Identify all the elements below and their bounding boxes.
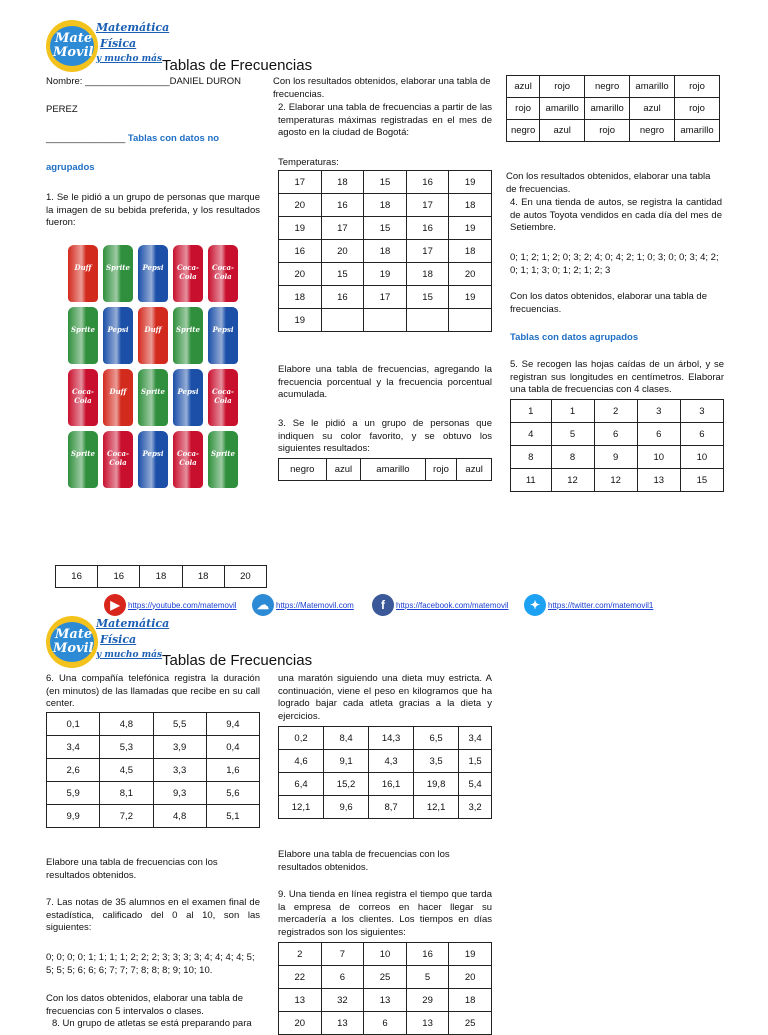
table-cell: rojo	[675, 98, 720, 120]
table-cell: 29	[406, 989, 449, 1012]
colors-table	[506, 75, 720, 142]
page-title: Tablas de Frecuencias	[162, 57, 313, 74]
table-cell: 13	[406, 1012, 449, 1035]
table-cell: 16,1	[369, 773, 414, 796]
delivery-times-table	[278, 942, 492, 1035]
table-cell: 12,1	[279, 796, 324, 819]
table-cell: 5,4	[459, 773, 492, 796]
question-7: 7. Las notas de 35 alumnos en el examen final de estadística, calificado del 0 al 10, son las siguientes:	[46, 897, 260, 933]
soda-can-icon	[208, 245, 238, 302]
table-cell: 3	[680, 400, 723, 423]
table-cell: 19,8	[414, 773, 459, 796]
table-cell	[321, 309, 364, 332]
table-cell: 5,9	[47, 782, 100, 805]
table-cell: 18	[279, 286, 322, 309]
table-cell: 20	[321, 240, 364, 263]
table-cell: 0,1	[47, 713, 100, 736]
can-brand-label: Pepsi	[212, 325, 234, 334]
table-cell: 16	[406, 943, 449, 966]
temperatures-table	[278, 170, 492, 332]
table-cell: 9,1	[324, 750, 369, 773]
question-8: una maratón siguiendo una dieta muy estricta. A continuación, viene el peso en kilogramos que ha logrado bajar cada atleta gracias a la dieta y ejercicios.	[278, 673, 492, 722]
call-durations-table	[46, 712, 260, 828]
table-cell: 6,5	[414, 727, 459, 750]
table-row	[507, 120, 720, 142]
table-cell: 20	[279, 263, 322, 286]
question-4-note: Con los datos obtenidos, elaborar una tabla de frecuencias.	[510, 291, 707, 315]
table-cell: 6	[321, 966, 364, 989]
table-row	[279, 240, 492, 263]
table-cell: 1	[511, 400, 552, 423]
table-cell: 8,1	[100, 782, 153, 805]
table-cell: 20	[449, 966, 492, 989]
table-cell: 4	[511, 423, 552, 446]
can-brand-label: Sprite	[141, 387, 165, 396]
table-cell: 5,5	[153, 713, 206, 736]
leaf-lengths-table	[510, 399, 724, 492]
question-9: 9. Una tienda en línea registra el tiempo que tarda la empresa de correos en hacer llegar su mercadería a los clientes. Los tiempos en días registrados son los siguientes:	[278, 889, 492, 938]
twitter-icon[interactable]: ✦	[524, 594, 546, 616]
table-row	[511, 469, 724, 492]
col3-intro: Con los resultados obtenidos, elaborar una tabla de frecuencias.	[506, 171, 711, 195]
table-cell: 0,4	[206, 736, 259, 759]
table-cell: 3,4	[459, 727, 492, 750]
table-cell: 19	[449, 217, 492, 240]
table-row	[279, 263, 492, 286]
table-cell: 16	[321, 194, 364, 217]
table-row	[47, 759, 260, 782]
question-3: 3. Se le pidió a un grupo de personas que indiquen su color favorito, y se obtuvo los siguientes resultados:	[278, 418, 492, 454]
table-cell: rojo	[507, 98, 540, 120]
table-cell: amarillo	[585, 98, 630, 120]
table-cell: 22	[279, 966, 322, 989]
table-cell: 8,7	[369, 796, 414, 819]
facebook-icon[interactable]: f	[372, 594, 394, 616]
social-link-cloud[interactable]	[252, 594, 354, 616]
can-brand-label: Sprite	[71, 449, 95, 458]
table-cell: azul	[457, 459, 492, 481]
table-row	[279, 459, 492, 481]
soda-can-icon	[68, 369, 98, 426]
table-row	[279, 286, 492, 309]
table-cell: negro	[507, 120, 540, 142]
table-cell: rojo	[425, 459, 457, 481]
table-cell: 6	[364, 1012, 407, 1035]
question-4-data: 0; 1; 2; 1; 2; 0; 3; 2; 4; 0; 4; 2; 1; 0; 3; 0; 0; 3; 4; 2; 0; 1; 1; 3; 0; 1; 2; 1; 2; 3	[510, 252, 719, 276]
can-brand-label: Pepsi	[142, 449, 164, 458]
page-title-2: Tablas de Frecuencias	[162, 652, 313, 669]
soda-can-icon	[138, 307, 168, 364]
soda-can-icon	[103, 307, 133, 364]
table-cell: azul	[326, 459, 361, 481]
table-cell: 2	[279, 943, 322, 966]
table-cell: 1	[551, 400, 594, 423]
table-cell: 7,2	[100, 805, 153, 828]
table-row	[279, 773, 492, 796]
table-cell: 25	[449, 1012, 492, 1035]
can-brand-label: Coca-Cola	[212, 387, 234, 405]
can-brand-label: Duff	[144, 325, 162, 334]
weights-table	[278, 726, 492, 819]
table-row	[279, 727, 492, 750]
table-cell: 15,2	[324, 773, 369, 796]
table-cell: 15	[321, 263, 364, 286]
table-cell: 9,6	[324, 796, 369, 819]
table-cell: 5,1	[206, 805, 259, 828]
can-brand-label: Sprite	[71, 325, 95, 334]
soda-can-icon	[173, 369, 203, 426]
table-cell	[406, 309, 449, 332]
table-cell: rojo	[585, 120, 630, 142]
question-1: 1. Se le pidió a un grupo de personas que marque la imagen de su bebida preferida, y los resultados fueron:	[46, 192, 260, 228]
table-cell: 3,4	[47, 736, 100, 759]
matemovil-logo: Mate Movil Matemática Física y mucho más	[46, 18, 166, 74]
table-cell: 16	[321, 286, 364, 309]
table-cell: 20	[224, 566, 266, 588]
social-links	[104, 592, 724, 618]
table-cell	[449, 309, 492, 332]
soda-can-icon	[68, 431, 98, 488]
table-cell: 18	[449, 989, 492, 1012]
matemovil-logo-2: Mate Movil Matemática Física y mucho más	[46, 614, 166, 670]
table-cell: 0,2	[279, 727, 324, 750]
table-cell: 18	[406, 263, 449, 286]
table-cell: 3,5	[414, 750, 459, 773]
soda-can-icon	[103, 245, 133, 302]
section-ungrouped: _______________ Tablas con datos no	[46, 133, 220, 144]
soda-can-icon	[173, 307, 203, 364]
student-lastname: PEREZ	[46, 104, 78, 115]
table-cell: 32	[321, 989, 364, 1012]
colors-row-table	[278, 458, 492, 481]
question-8-start: 8. Un grupo de atletas se está preparando para	[52, 1018, 252, 1029]
table-cell: 4,8	[100, 713, 153, 736]
table-cell: negro	[585, 76, 630, 98]
table-cell: amarillo	[630, 76, 675, 98]
table-cell: 10	[364, 943, 407, 966]
table-cell: 17	[406, 240, 449, 263]
table-row	[47, 713, 260, 736]
can-brand-label: Sprite	[176, 325, 200, 334]
soda-can-icon	[208, 307, 238, 364]
table-cell: 5,6	[206, 782, 259, 805]
table-cell: 15	[406, 286, 449, 309]
table-cell: 9	[594, 446, 637, 469]
table-cell: 4,6	[279, 750, 324, 773]
table-cell: 18	[182, 566, 224, 588]
soda-can-icon	[68, 307, 98, 364]
soda-can-icon	[173, 245, 203, 302]
social-url[interactable]: https://twitter.com/matemovil1	[548, 600, 654, 610]
table-cell: 6	[594, 423, 637, 446]
table-cell: azul	[507, 76, 540, 98]
question-8-note: Elabore una tabla de frecuencias con los resultados obtenidos.	[278, 849, 450, 873]
can-brand-label: Sprite	[211, 449, 235, 458]
table-row	[279, 796, 492, 819]
table-row	[279, 943, 492, 966]
table-cell: 18	[364, 194, 407, 217]
table-row	[56, 566, 267, 588]
table-cell: 15	[680, 469, 723, 492]
table-cell: 5	[551, 423, 594, 446]
table-cell: 8,4	[324, 727, 369, 750]
overflow-table	[55, 565, 267, 588]
table-cell: 16	[406, 171, 449, 194]
can-brand-label: Duff	[109, 387, 127, 396]
table-cell: negro	[279, 459, 327, 481]
social-link-twitter[interactable]	[524, 594, 653, 616]
can-brand-label: Coca-Cola	[177, 449, 199, 467]
table-cell: 2,6	[47, 759, 100, 782]
social-link-facebook[interactable]	[372, 594, 509, 616]
table-cell	[364, 309, 407, 332]
cloud-icon[interactable]: ☁	[252, 594, 274, 616]
social-url[interactable]: https://youtube.com/matemovil	[128, 600, 237, 610]
table-cell: 19	[449, 171, 492, 194]
can-brand-label: Sprite	[106, 263, 130, 272]
table-cell: 4,5	[100, 759, 153, 782]
table-cell: 18	[140, 566, 182, 588]
table-cell: 17	[279, 171, 322, 194]
section-grouped: Tablas con datos agrupados	[510, 332, 639, 343]
table-cell: 19	[449, 286, 492, 309]
table-cell: 13	[279, 989, 322, 1012]
soda-can-icon	[208, 369, 238, 426]
table-cell: 15	[364, 171, 407, 194]
question-6-note: Elabore una tabla de frecuencias con los resultados obtenidos.	[46, 857, 218, 881]
soda-can-icon	[103, 369, 133, 426]
section-ungrouped-cont: agrupados	[46, 162, 95, 173]
table-cell: 15	[364, 217, 407, 240]
table-cell: 18	[321, 171, 364, 194]
question-2: 2. Elaborar una tabla de frecuencias a partir de las temperaturas máximas registradas en el mes de agosto en la ciudad de Bogotá:	[278, 102, 492, 138]
soda-can-icon	[138, 245, 168, 302]
question-2-note: Elabore una tabla de frecuencias, agregando la frecuencia porcentual y la frecuencia porcentual acumulada.	[278, 364, 492, 400]
table-cell: 1,5	[459, 750, 492, 773]
table-cell: 3,3	[153, 759, 206, 782]
question-4: 4. En una tienda de autos, se registra la cantidad de autos Toyota vendidos en cada día del mes de Setiembre.	[510, 197, 722, 233]
table-row	[507, 98, 720, 120]
social-link-youtube[interactable]	[104, 594, 237, 616]
question-7-note: Con los datos obtenidos, elaborar una tabla de frecuencias con 5 intervalos o clases.	[46, 993, 243, 1017]
soda-can-icon	[138, 369, 168, 426]
table-cell: 19	[279, 309, 322, 332]
table-cell: 6	[680, 423, 723, 446]
table-row	[507, 76, 720, 98]
table-cell: 12	[594, 469, 637, 492]
can-brand-label: Coca-Cola	[72, 387, 94, 405]
soda-can-icon	[173, 431, 203, 488]
table-cell: 13	[321, 1012, 364, 1035]
table-cell: negro	[630, 120, 675, 142]
table-cell: 16	[98, 566, 140, 588]
table-cell: 10	[637, 446, 680, 469]
table-cell: 17	[321, 217, 364, 240]
table-cell: 4,3	[369, 750, 414, 773]
soda-cans-image	[68, 245, 240, 489]
table-row	[279, 750, 492, 773]
table-cell: 16	[406, 217, 449, 240]
table-cell: 13	[637, 469, 680, 492]
table-cell: 18	[449, 194, 492, 217]
table-row	[279, 194, 492, 217]
table-cell: 18	[449, 240, 492, 263]
social-url[interactable]: https://facebook.com/matemovil	[396, 600, 509, 610]
can-brand-label: Coca-Cola	[177, 263, 199, 281]
student-name: Nombre: ________________DANIEL DURON	[46, 76, 242, 87]
temperatures-label: Temperaturas:	[278, 157, 339, 168]
social-url[interactable]: https://Matemovil.com	[276, 600, 354, 610]
table-cell: 5,3	[100, 736, 153, 759]
table-cell: azul	[630, 98, 675, 120]
table-row	[511, 400, 724, 423]
table-row	[279, 966, 492, 989]
table-cell: 10	[680, 446, 723, 469]
soda-can-icon	[68, 245, 98, 302]
table-cell: 19	[364, 263, 407, 286]
table-cell: 13	[364, 989, 407, 1012]
can-brand-label: Pepsi	[107, 325, 129, 334]
soda-can-icon	[208, 431, 238, 488]
table-row	[279, 171, 492, 194]
table-cell: 19	[449, 943, 492, 966]
table-cell: amarillo	[540, 98, 585, 120]
table-cell: 1,6	[206, 759, 259, 782]
col2-intro: Con los resultados obtenidos, elaborar una tabla de frecuencias.	[273, 76, 491, 100]
table-row	[47, 782, 260, 805]
question-7-data: 0; 0; 0; 0; 1; 1; 1; 1; 2; 2; 2; 3; 3; 3; 3; 4; 4; 4; 4; 5; 5; 5; 5; 6; 6; 6; 7; 7; 7; 8; 8; 8; 9; 10; 10.	[46, 952, 255, 976]
table-row	[47, 736, 260, 759]
table-cell: 20	[449, 263, 492, 286]
soda-can-icon	[138, 431, 168, 488]
table-cell: 16	[279, 240, 322, 263]
question-6: 6. Una compañía telefónica registra la duración (en minutos) de las llamadas que recibe en su call center.	[46, 673, 260, 709]
table-cell: 16	[56, 566, 98, 588]
table-cell: 17	[364, 286, 407, 309]
table-row	[511, 423, 724, 446]
table-row	[47, 805, 260, 828]
table-cell: 17	[406, 194, 449, 217]
table-cell: 9,4	[206, 713, 259, 736]
question-5: 5. Se recogen las hojas caídas de un árbol, y se registran sus longitudes en centímetros. Elaborar una tabla de frecuencias con 4 clases.	[510, 359, 724, 395]
table-cell: 7	[321, 943, 364, 966]
table-cell: 6	[637, 423, 680, 446]
table-row	[279, 309, 492, 332]
table-cell: 14,3	[369, 727, 414, 750]
table-cell: 12	[551, 469, 594, 492]
table-cell: 4,8	[153, 805, 206, 828]
table-cell: 20	[279, 194, 322, 217]
table-cell: 5	[406, 966, 449, 989]
table-cell: 11	[511, 469, 552, 492]
table-cell: amarillo	[361, 459, 425, 481]
can-brand-label: Pepsi	[177, 387, 199, 396]
table-cell: 9,9	[47, 805, 100, 828]
table-cell: 19	[279, 217, 322, 240]
table-cell: azul	[540, 120, 585, 142]
table-cell: 18	[364, 240, 407, 263]
can-brand-label: Coca-Cola	[212, 263, 234, 281]
table-cell: 3,9	[153, 736, 206, 759]
table-row	[279, 1012, 492, 1035]
table-cell: rojo	[675, 76, 720, 98]
table-row	[279, 989, 492, 1012]
table-cell: 20	[279, 1012, 322, 1035]
soda-can-icon	[103, 431, 133, 488]
table-cell: 8	[551, 446, 594, 469]
table-row	[511, 446, 724, 469]
table-cell: rojo	[540, 76, 585, 98]
table-row	[279, 217, 492, 240]
can-brand-label: Duff	[74, 263, 92, 272]
table-cell: 12,1	[414, 796, 459, 819]
table-cell: 6,4	[279, 773, 324, 796]
table-cell: amarillo	[675, 120, 720, 142]
table-cell: 25	[364, 966, 407, 989]
table-cell: 9,3	[153, 782, 206, 805]
can-brand-label: Coca-Cola	[107, 449, 129, 467]
can-brand-label: Pepsi	[142, 263, 164, 272]
table-cell: 8	[511, 446, 552, 469]
table-cell: 3	[637, 400, 680, 423]
youtube-icon[interactable]: ▶	[104, 594, 126, 616]
table-cell: 3,2	[459, 796, 492, 819]
table-cell: 2	[594, 400, 637, 423]
